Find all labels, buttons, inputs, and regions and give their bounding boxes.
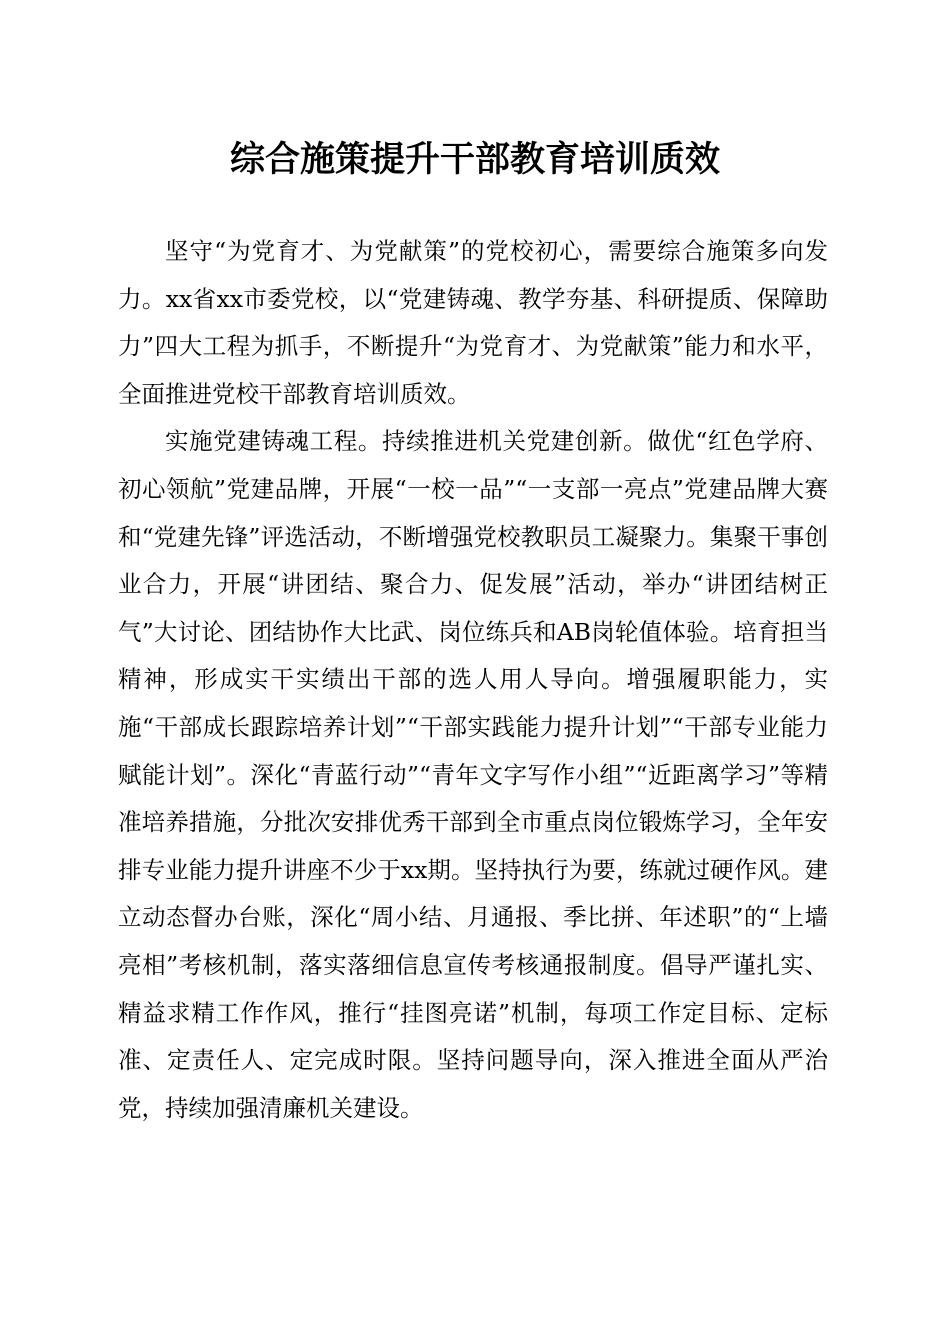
document-body <box>118 228 828 1132</box>
paragraph-party-building: 实施党建铸魂工程。持续推进机关党建创新。做优“红色学府、初心领航”党建品牌，开展“一校一品”“一支部一亮点”党建品牌大赛和“党建先锋”评选活动，不断增强党校教职员工凝聚力。集聚干事创业合力，开展“讲团结、聚合力、促发展”活动，举办“讲团结树正气”大讨论、团结协作大比武、岗位练兵和AB岗轮值体验。培育担当精神，形成实干实绩出干部的选人用人导向。增强履职能力，实施“干部成长跟踪培养计划”“干部实践能力提升计划”“干部专业能力赋能计划”。深化“青蓝行动”“青年文字写作小组”“近距离学习”等精准培养措施，分批次安排优秀干部到全市重点岗位锻炼学习，全年安排专业能力提升讲座不少于xx期。坚持执行为要，练就过硬作风。建立动态督办台账，深化“周小结、月通报、季比拼、年述职”的“上墙亮相”考核机制，落实落细信息宣传考核通报制度。倡导严谨扎实、精益求精工作作风，推行“挂图亮诺”机制，每项工作定目标、定标准、定责任人、定完成时限。坚持问题导向，深入推进全面从严治党，持续加强清廉机关建设。 <box>118 427 828 1122</box>
paragraph-intro: 坚守“为党育才、为党献策”的党校初心，需要综合施策多向发力。xx省xx市委党校，以“党建铸魂、教学夯基、科研提质、保障助力”四大工程为抓手，不断提升“为党育才、为党献策”能力和水平，全面推进党校干部教育培训质效。 <box>118 237 828 408</box>
document-title: 综合施策提升干部教育培训质效 <box>229 139 720 180</box>
